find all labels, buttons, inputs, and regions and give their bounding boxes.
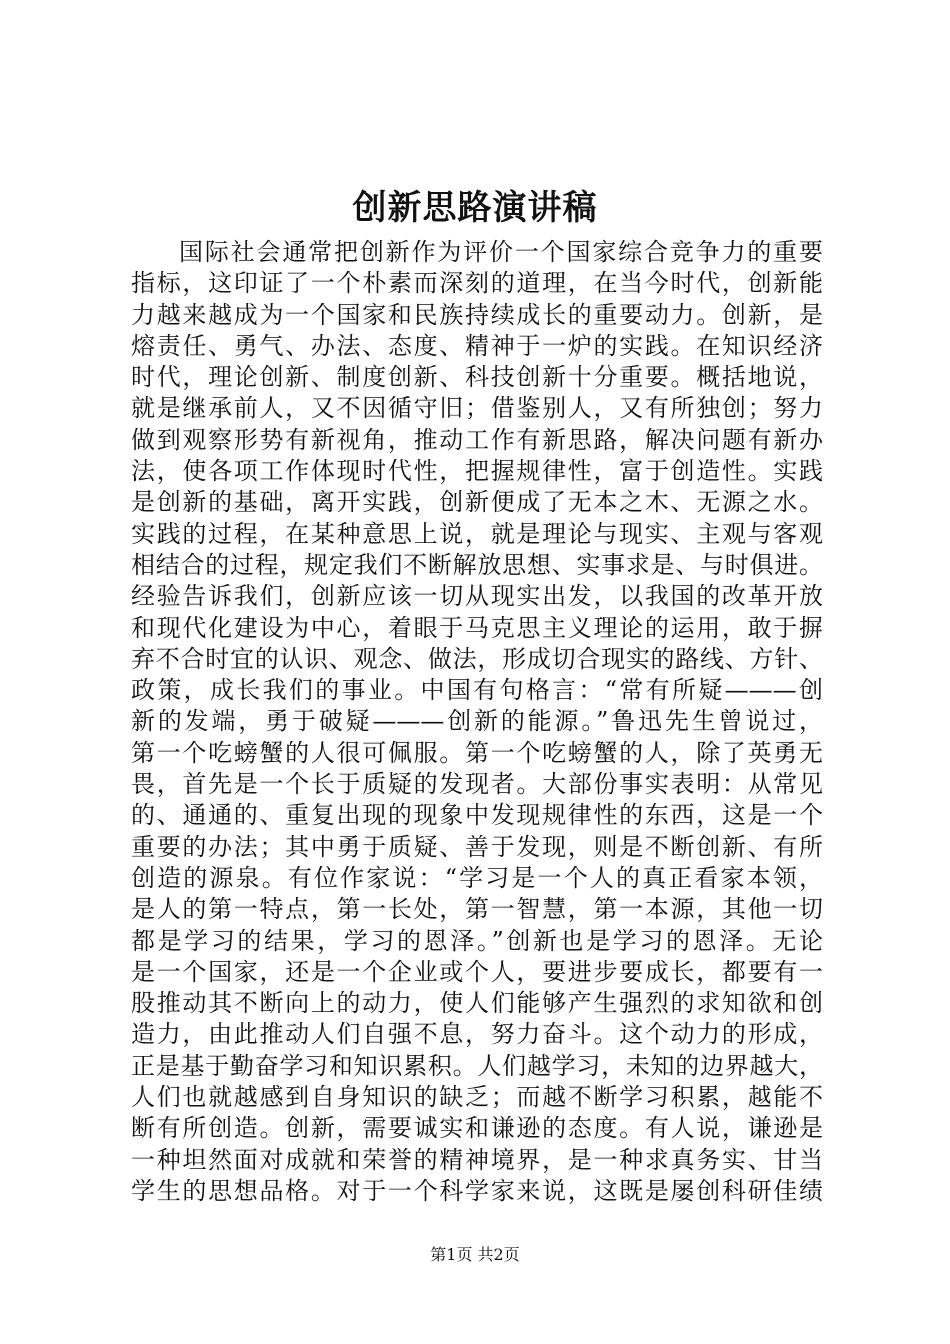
body-line: 指标，这印证了一个朴素而深刻的道理，在当今时代，创新能 xyxy=(131,269,823,298)
body-line: 和现代化建设为中心，着眼于马克思主义理论的运用，敢于摒 xyxy=(131,613,823,642)
body-line: 国际社会通常把创新作为评价一个国家综合竞争力的重要 xyxy=(179,238,823,266)
body-line: 相结合的过程，规定我们不断解放思想、实事求是、与时俱进。 xyxy=(131,550,823,579)
body-line: 一种坦然面对成就和荣誉的精神境界，是一种求真务实、甘当 xyxy=(131,1145,823,1174)
body-line: 就是继承前人，又不因循守旧；借鉴别人，又有所独创；努力 xyxy=(131,394,823,423)
body-line: 是一个国家，还是一个企业或个人，要进步要成长，都要有一 xyxy=(131,957,823,986)
document-body xyxy=(131,237,823,1207)
body-line: 经验告诉我们，创新应该一切从现实出发，以我国的改革开放 xyxy=(131,582,823,611)
body-line: 实践的过程，在某种意思上说，就是理论与现实、主观与客观 xyxy=(131,519,823,548)
body-line: 学生的思想品格。对于一个科学家来说，这既是屡创科研佳绩 xyxy=(131,1176,823,1205)
body-line: 是人的第一特点，第一长处，第一智慧，第一本源，其他一切 xyxy=(131,895,823,924)
body-line: 人们也就越感到自身知识的缺乏；而越不断学习积累，越能不 xyxy=(131,1083,823,1112)
body-line: 力越来越成为一个国家和民族持续成长的重要动力。创新，是 xyxy=(131,300,823,329)
page-footer: 第1页 共2页 xyxy=(430,1245,520,1264)
body-line: 法，使各项工作体现时代性，把握规律性，富于创造性。实践 xyxy=(131,457,823,486)
document-title: 创新思路演讲稿 xyxy=(352,188,598,228)
body-line: 正是基于勤奋学习和知识累积。人们越学习，未知的边界越大， xyxy=(131,1051,823,1080)
body-line: 熔责任、勇气、办法、态度、精神于一炉的实践。在知识经济 xyxy=(131,331,823,360)
body-line: 断有所创造。创新，需要诚实和谦逊的态度。有人说，谦逊是 xyxy=(131,1114,823,1143)
body-line: 股推动其不断向上的动力，使人们能够产生强烈的求知欲和创 xyxy=(131,989,823,1018)
body-line: 弃不合时宜的认识、观念、做法，形成切合现实的路线、方针、 xyxy=(131,644,823,673)
body-line: 畏，首先是一个长于质疑的发现者。大部份事实表明：从常见 xyxy=(131,770,823,799)
body-line: 都是学习的结果，学习的恩泽。”创新也是学习的恩泽。无论 xyxy=(131,926,823,955)
body-line: 第一个吃螃蟹的人很可佩服。第一个吃螃蟹的人，除了英勇无 xyxy=(131,738,823,767)
body-line: 做到观察形势有新视角，推动工作有新思路，解决问题有新办 xyxy=(131,425,823,454)
body-line: 造力，由此推动人们自强不息，努力奋斗。这个动力的形成， xyxy=(131,1020,823,1049)
body-line: 创造的源泉。有位作家说：“学习是一个人的真正看家本领， xyxy=(131,863,823,892)
body-line: 的、通通的、重复出现的现象中发现规律性的东西，这是一个 xyxy=(131,801,823,830)
body-line: 政策，成长我们的事业。中国有句格言：“常有所疑———创 xyxy=(131,676,823,705)
body-line: 是创新的基础，离开实践，创新便成了无本之木、无源之水。 xyxy=(131,488,823,517)
body-line: 重要的办法；其中勇于质疑、善于发现，则是不断创新、有所 xyxy=(131,832,823,861)
body-line: 时代，理论创新、制度创新、科技创新十分重要。概括地说， xyxy=(131,363,823,392)
body-line: 新的发端，勇于破疑———创新的能源。”鲁迅先生曾说过， xyxy=(131,707,823,736)
